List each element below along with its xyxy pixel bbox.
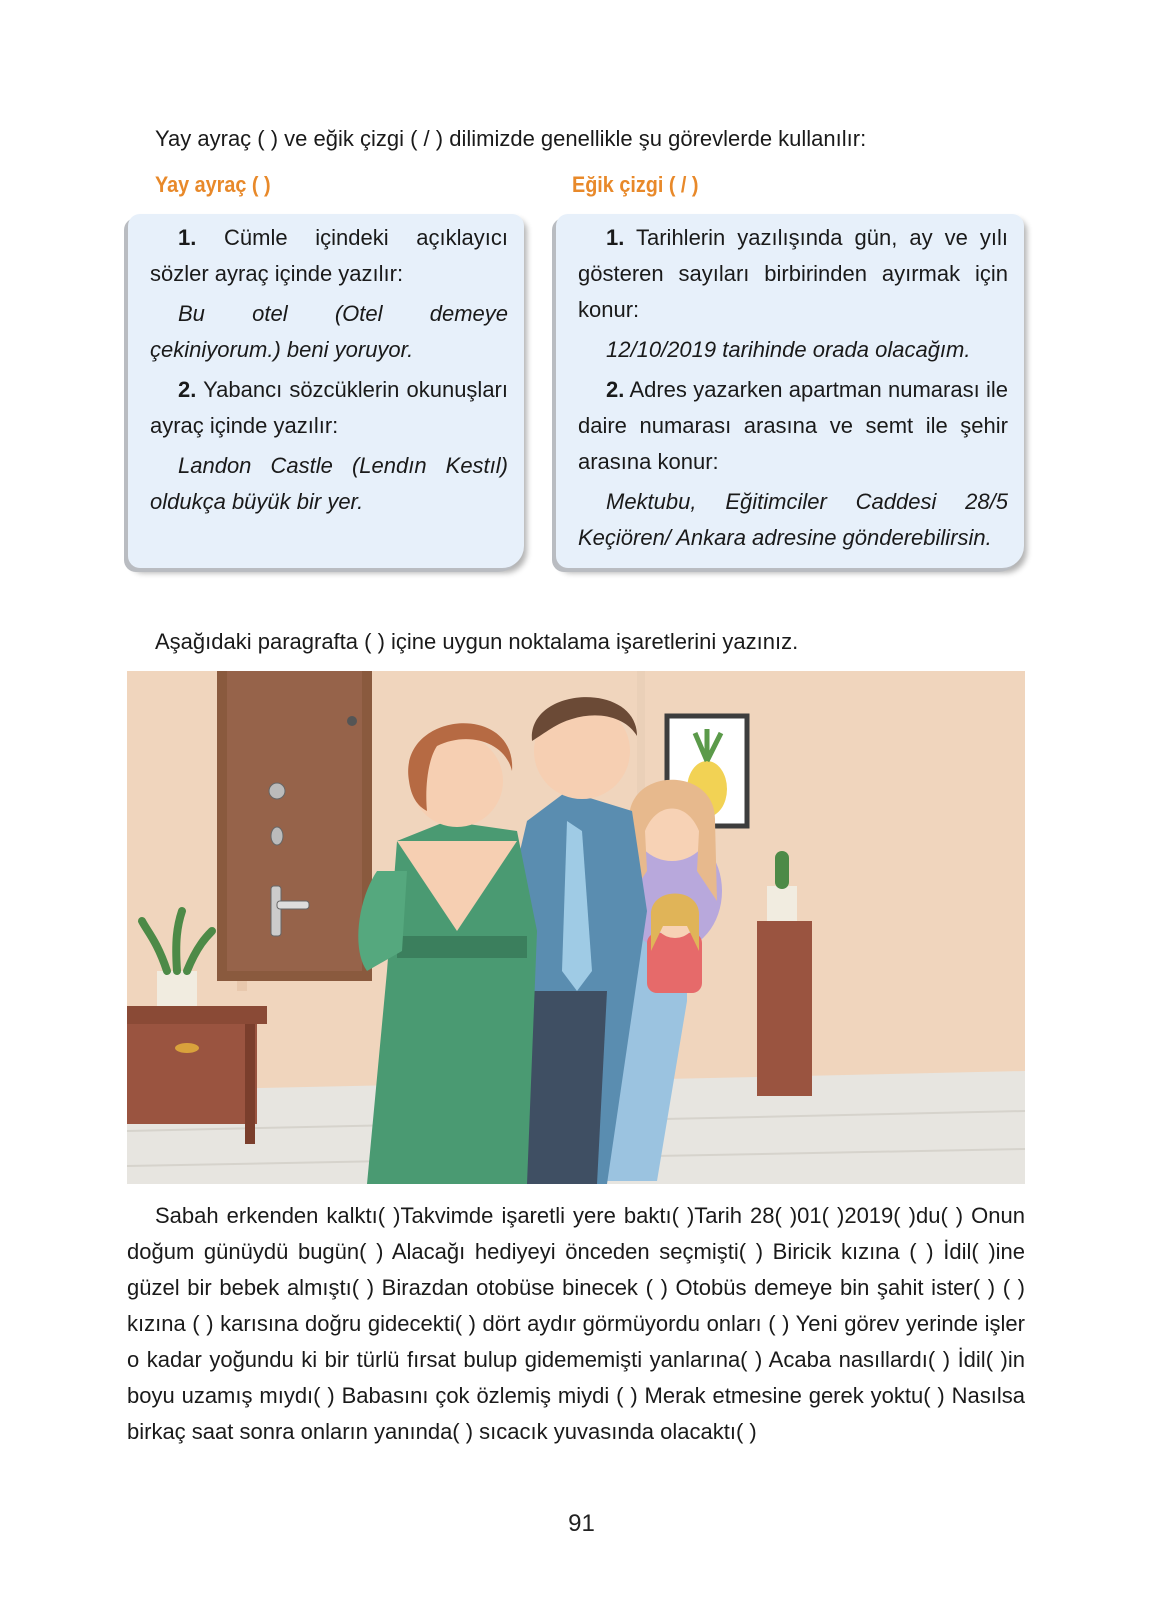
rule-number: 2.	[178, 377, 197, 402]
task-instruction: Aşağıdaki paragrafta ( ) içine uygun noktalama işaretlerini yazınız.	[155, 629, 799, 654]
paragraph-text: Sabah erkenden kalktı( )Takvimde işaretli yere baktı( )Tarih 28( )01( )2019( )du( ) Onun doğum günüydü bugün( ) Alacağı hediyeyi önceden seçmişti( ) Biricik kızına ( ) İdil( )ine güzel bir bebek almıştı( ) Birazdan otobüse binecek ( ) Otobüs demeye bin şahit ister( ) ( ) kızına ( ) karısına doğru gidecekti( ) dört aydır görmüyordu onları ( ) Yeni görev yerinde işler o kadar yoğundu ki bir türlü fırsat bulup gidememişti yanlarına( ) Acaba nasıllardı( ) İdil( )in boyu uzamış mıydı( ) Babasını çok özlemiş miydi ( ) Merak etmesine gerek yoktu( ) Nasılsa birkaç saat sonra onların yanında( ) sıcacık yuvasında olacaktı( )	[127, 1203, 1025, 1444]
family-illustration	[127, 671, 1025, 1184]
rule-1-example: 12/10/2019 tarihinde orada olacağım.	[606, 337, 971, 362]
yay-ayrac-rules-box	[128, 214, 524, 568]
rule-text: Adres yazarken apartman numarası ile daire numarası arasına ve semt ile şehir arasına konur:	[578, 377, 1008, 474]
rule-1-example: Bu otel (Otel demeye çekiniyorum.) beni yoruyor.	[150, 301, 508, 362]
rule-text: Tarihlerin yazılışında gün, ay ve yılı gösteren sayıları birbirinden ayırmak için konur:	[578, 225, 1008, 322]
rule-2-example: Landon Castle (Lendın Kestıl) oldukça büyük bir yer.	[150, 453, 508, 514]
rule-text: Cümle içindeki açıklayıcı sözler ayraç içinde yazılır:	[150, 225, 508, 286]
page-number: 91	[568, 1510, 595, 1537]
exercise-paragraph	[127, 1198, 1025, 1450]
egik-cizgi-rules-box	[556, 214, 1024, 568]
rule-2	[578, 372, 1008, 480]
heading-yay-ayrac: Yay ayraç ( )	[155, 172, 271, 197]
rule-text: Yabancı sözcüklerin okunuşları ayraç içinde yazılır:	[150, 377, 508, 438]
rule-1	[578, 220, 1008, 328]
rule-2	[150, 372, 508, 444]
rule-number: 2.	[606, 377, 625, 402]
rule-number: 1.	[178, 225, 197, 250]
intro-text: Yay ayraç ( ) ve eğik çizgi ( / ) dilimizde genellikle şu görevlerde kullanılır:	[155, 126, 867, 151]
rule-1	[150, 220, 508, 292]
heading-egik-cizgi: Eğik çizgi ( / )	[572, 172, 699, 197]
rule-2-example: Mektubu, Eğitimciler Caddesi 28/5 Keçiören/ Ankara adresine gönderebilirsin.	[578, 489, 1008, 550]
rule-number: 1.	[606, 225, 625, 250]
